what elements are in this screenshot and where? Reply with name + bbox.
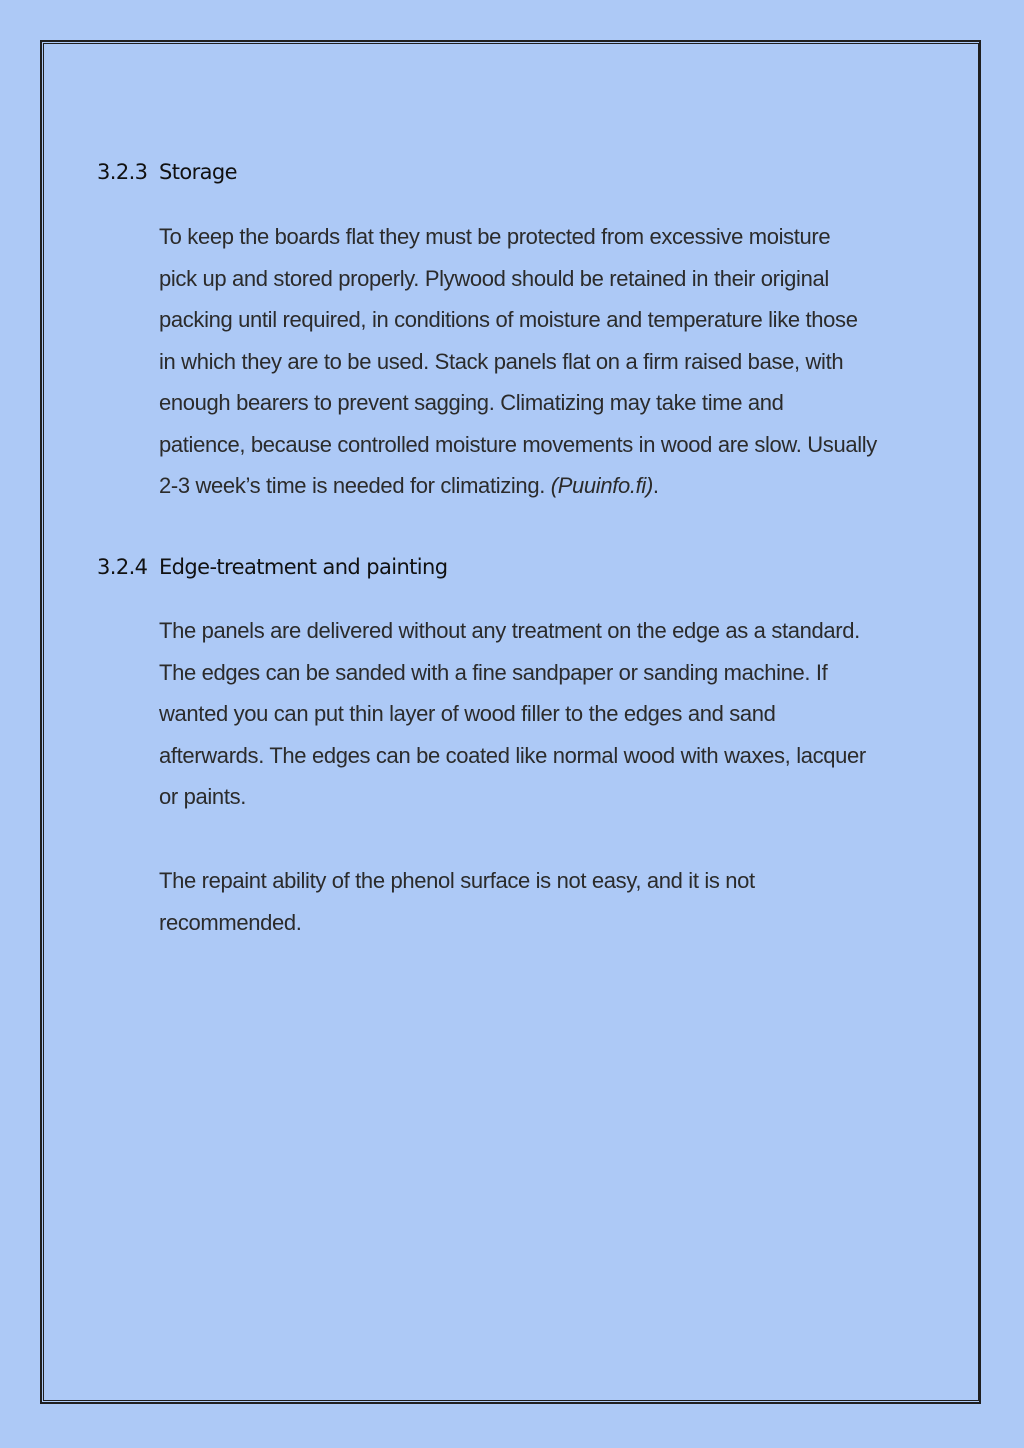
text-line: The repaint ability of the phenol surface is not easy, and it is not — [159, 868, 755, 893]
section-title: Storage — [159, 160, 237, 184]
repaint-paragraph — [159, 860, 934, 943]
text-line: To keep the boards flat they must be protected from excessive moisture — [159, 224, 831, 249]
text-line — [159, 465, 934, 507]
text-line-content: 2-3 week’s time is needed for climatizing. — [159, 473, 545, 498]
section-heading-storage — [97, 160, 237, 184]
text-line: in which they are to be used. Stack panels flat on a firm raised base, with — [159, 348, 844, 374]
section-heading-edge-treatment — [97, 555, 448, 579]
text-line: afterwards. The edges can be coated like normal wood with waxes, lacquer — [159, 742, 866, 768]
text-line: patience, because controlled moisture movements in wood are slow. Usually — [159, 431, 877, 457]
text-line: wanted you can put thin layer of wood filler to the edges and sand — [159, 701, 776, 726]
text-line: The edges can be sanded with a fine sandpaper or sanding machine. If — [159, 659, 828, 685]
section-number: 3.2.4 — [97, 555, 148, 579]
text-line: The panels are delivered without any treatment on the edge as a standard. — [159, 618, 860, 643]
text-line: recommended. — [159, 909, 302, 935]
storage-paragraph — [159, 216, 934, 507]
citation: (Puuinfo.fi) — [550, 473, 653, 498]
text-line: enough bearers to prevent sagging. Climatizing may take time and — [159, 390, 784, 415]
text-line: or paints. — [159, 784, 246, 809]
text-line: pick up and stored properly. Plywood should be retained in their original — [159, 265, 829, 291]
text-line: packing until required, in conditions of moisture and temperature like those — [159, 307, 858, 332]
section-number: 3.2.3 — [97, 160, 148, 184]
edge-treatment-paragraph — [159, 610, 934, 818]
citation-suffix: . — [652, 473, 659, 498]
section-title: Edge-treatment and painting — [159, 555, 448, 579]
